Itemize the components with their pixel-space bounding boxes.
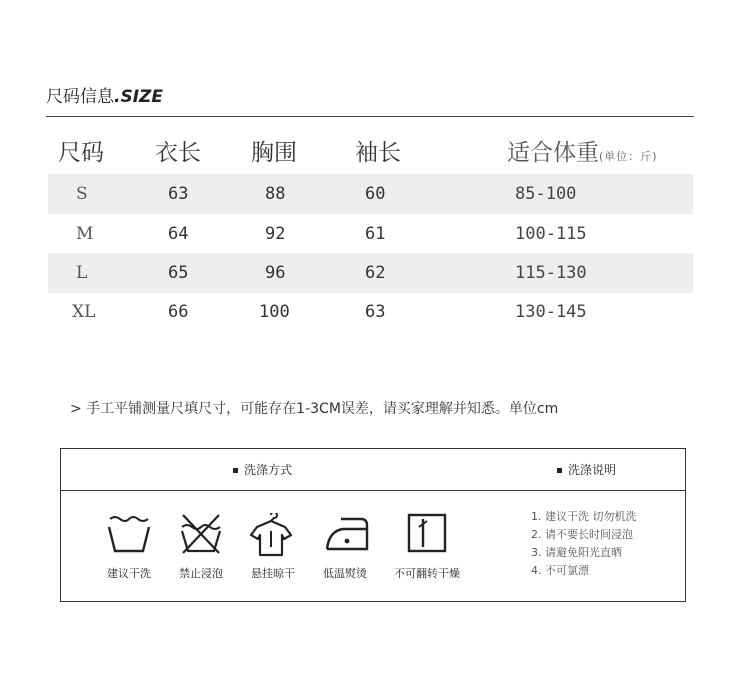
header-weight — [507, 134, 658, 167]
instruction-item: 4. 不可氯漂 — [531, 564, 589, 577]
low-iron-icon — [323, 513, 371, 559]
cell-sleeve: 61 — [365, 224, 386, 244]
header-weight-unit: (单位：斤) — [599, 150, 658, 163]
hang-dry-icon — [249, 513, 293, 561]
wash-method-title-text: 洗涤方式 — [244, 463, 293, 477]
no-soak-icon — [179, 513, 223, 559]
washing-panel-header — [61, 449, 685, 491]
title-divider — [46, 116, 694, 117]
bullet-icon — [557, 468, 562, 473]
cell-chest: 88 — [265, 184, 286, 204]
wash-method-title — [233, 461, 292, 478]
cell-size: XL — [72, 302, 96, 322]
header-weight-label: 适合体重 — [507, 140, 599, 166]
cell-sleeve: 60 — [365, 184, 386, 204]
cell-length: 65 — [168, 263, 189, 283]
table-row — [48, 253, 693, 293]
cell-length: 64 — [168, 224, 189, 244]
hand-wash-icon — [107, 513, 151, 559]
hang-dry-label: 悬挂晾干 — [251, 567, 295, 580]
header-size: 尺码 — [58, 140, 104, 166]
instruction-item: 1. 建议干洗 切勿机洗 — [531, 510, 637, 523]
instruction-item: 3. 请避免阳光直晒 — [531, 546, 622, 559]
cell-size: S — [76, 184, 88, 204]
low-iron-label: 低温熨烫 — [323, 567, 367, 580]
cell-chest: 92 — [265, 224, 286, 244]
cell-sleeve: 63 — [365, 302, 386, 322]
instruction-item: 2. 请不要长时间浸泡 — [531, 528, 633, 541]
cell-chest: 96 — [265, 263, 286, 283]
no-soak-label: 禁止浸泡 — [179, 567, 223, 580]
header-chest: 胸围 — [251, 140, 297, 166]
cell-weight: 130-145 — [515, 302, 587, 322]
cell-weight: 115-130 — [515, 263, 587, 283]
cell-weight: 100-115 — [515, 224, 587, 244]
section-title — [46, 82, 163, 107]
table-row — [48, 214, 693, 254]
header-sleeve: 袖长 — [355, 140, 401, 166]
wash-explain-title-text: 洗涤说明 — [568, 463, 617, 477]
wash-explain-title — [557, 461, 616, 478]
cell-sleeve: 62 — [365, 263, 386, 283]
no-tumble-dry-icon — [407, 513, 447, 557]
cell-size: M — [76, 224, 94, 244]
cell-chest: 100 — [259, 302, 290, 322]
table-row — [48, 292, 693, 332]
cell-length: 63 — [168, 184, 189, 204]
cell-size: L — [76, 263, 88, 283]
table-row — [48, 174, 693, 214]
hand-wash-label: 建议干洗 — [107, 567, 151, 580]
washing-panel — [60, 448, 686, 602]
header-length: 衣长 — [155, 140, 201, 166]
cell-weight: 85-100 — [515, 184, 577, 204]
cell-length: 66 — [168, 302, 189, 322]
section-title-en: .SIZE — [114, 87, 163, 107]
section-title-cn: 尺码信息 — [46, 87, 114, 107]
bullet-icon — [233, 468, 238, 473]
measurement-note: > 手工平铺测量尺填尺寸，可能存在1-3CM误差，请买家理解并知悉。单位cm — [70, 401, 559, 417]
no-tumble-dry-label: 不可翻转干燥 — [394, 567, 460, 580]
